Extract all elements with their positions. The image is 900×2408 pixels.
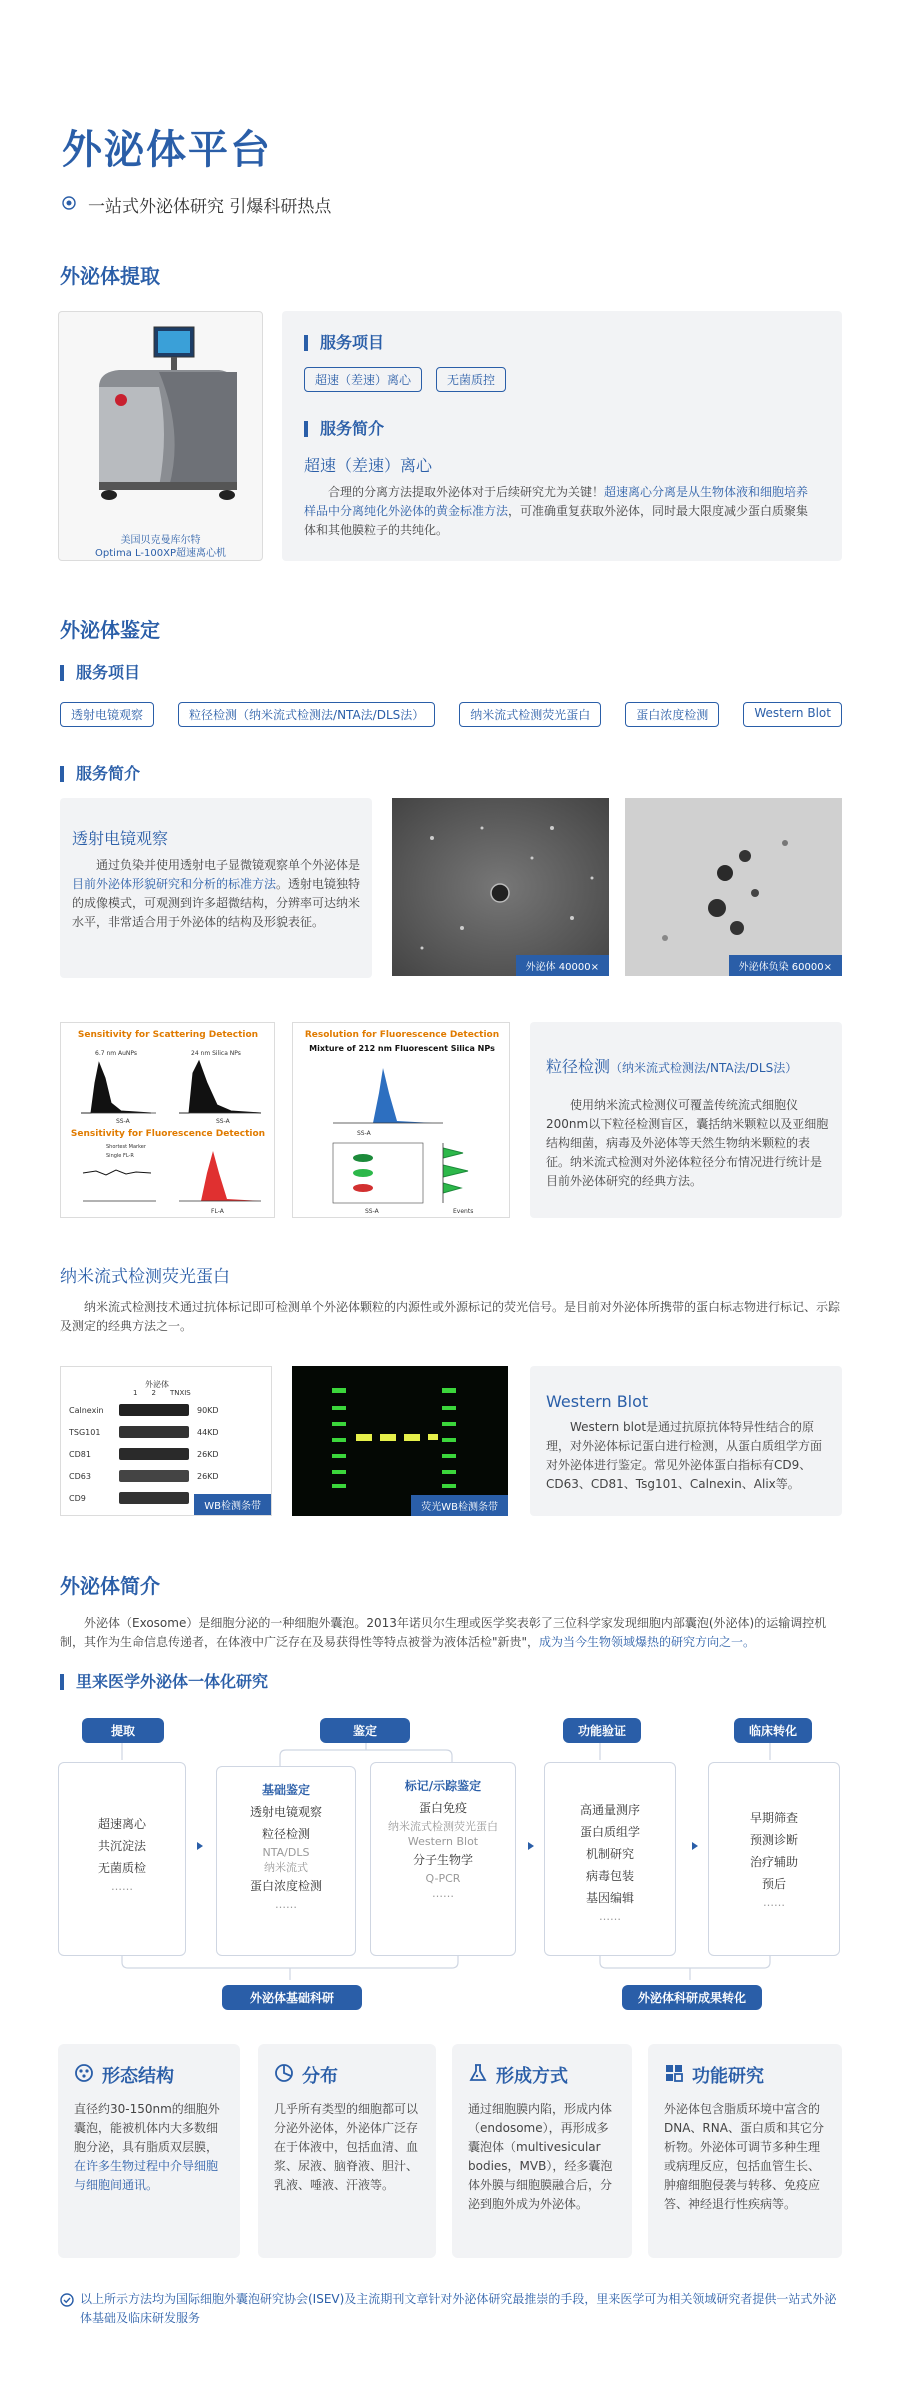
wb-row-cd63: CD63 26KD [69, 1471, 219, 1481]
extraction-desc: 合理的分离方法提取外泌体对于后续研究尤为关键！超速离心分离是从生物体液和细胞培养样品中分离纯化外泌体的黄金标准方法，可准确重复获取外泌体，同时最大限度减少蛋白质聚集体和其他膜粒子的共纯化。 [304, 485, 809, 537]
footer-text: 以上所示方法均为国际细胞外囊泡研究协会(ISEV)及主流期刊文章针对外泌体研究最推崇的手段，里来医学可为相关领域研究者提供一站式外泌体基础及临床研发服务 [80, 2292, 837, 2325]
tem-title: 透射电镜观察 [72, 829, 169, 848]
marker-sub-more: …… [432, 1887, 454, 1900]
basic-research-label: 外泌体基础科研 [222, 1985, 362, 2010]
tag-sterile-qc[interactable]: 无菌质控 [436, 367, 506, 392]
card-morphology-title: 形态结构 [102, 2066, 174, 2087]
extract-item-more: …… [111, 1880, 133, 1893]
tag-particle-size[interactable]: 粒径检测（纳米流式检测法/NTA法/DLS法） [178, 702, 435, 727]
wb-rows [69, 1399, 269, 1509]
card-function-text: 外泌体包含脂质环境中富含的DNA、RNA、蛋白质和其它分析物。外泌体可调节多种生理或病理反应，包括血管生长、肿瘤细胞侵袭与转移、免疫应答、神经退行性疾病等。 [664, 2102, 824, 2211]
card-morphology-text: 直径约30-150nm的细胞外囊泡，能被机体内大多数细胞分泌，具有脂质双层膜，在许多生物过程中介导细胞与细胞间通讯。 [74, 2102, 220, 2192]
tem-panel [60, 798, 372, 978]
identification-title: 外泌体鉴定 [60, 618, 160, 642]
marker-sub-qpcr: Q-PCR [425, 1872, 461, 1885]
tag-ultracentrifuge[interactable]: 超速（差速）离心 [304, 367, 422, 392]
wb-lanes: 1 2 TNXIS [133, 1389, 191, 1397]
function-item-4: 病毒包装 [585, 1869, 634, 1883]
wb-panel [530, 1366, 842, 1516]
wb-row-cd81: CD81 26KD [69, 1449, 219, 1459]
flask-icon [468, 2063, 488, 2088]
function-item-1: 高通量测序 [579, 1803, 640, 1817]
clinical-item-3: 治疗辅助 [749, 1855, 798, 1869]
wb-row-calnexin: Calnexin 90KD [69, 1405, 219, 1415]
wb-desc: Western blot是通过抗原抗体特异性结合的原理，对外泌体标记蛋白进行检测，从蛋白质组学方面对外泌体进行鉴定。常见外泌体蛋白指标有CD9、CD63、CD81、Tsg101、Calnexin、Alix等。 [546, 1420, 823, 1491]
card-formation-title: 形成方式 [496, 2066, 568, 2087]
target-icon [74, 2063, 94, 2088]
marker-item-molbio: 分子生物学 [412, 1853, 473, 1867]
wb-title: Western Blot [546, 1392, 649, 1411]
basic-item-more: …… [275, 1898, 297, 1911]
marker-identify-box [370, 1762, 516, 1956]
extraction-service-title: 服务项目 [304, 335, 384, 351]
centrifuge-caption-1: 美国贝克曼库尔特 [120, 535, 201, 546]
svg-text:24 nm Silica NPs: 24 nm Silica NPs [191, 1050, 241, 1057]
particle-figure-1 [60, 1022, 275, 1218]
stage-clinical: 临床转化 [734, 1718, 812, 1743]
fluorescent-wb-image [292, 1366, 508, 1516]
extract-item-3: 无菌质检 [97, 1861, 146, 1875]
clinical-item-1: 早期筛查 [749, 1811, 798, 1825]
tem-micrograph-1 [392, 798, 609, 976]
function-box [544, 1762, 676, 1956]
tem-image-1-caption: 外泌体 40000× [516, 955, 609, 976]
stage-identify: 鉴定 [320, 1718, 410, 1743]
basic-sub-nta: NTA/DLS [262, 1846, 310, 1859]
centrifuge-caption-2: Optima L-100XP超速离心机 [95, 548, 226, 559]
identification-tags [60, 702, 842, 727]
svg-text:Resolution for Fluorescence De: Resolution for Fluorescence Detection [304, 1030, 500, 1040]
particle-desc: 使用纳米流式检测仪可覆盖传统流式细胞仪200nm以下粒径检测盲区，囊括纳米颗粒以及亚细胞结构细菌，病毒及外泌体等天然生物纳米颗粒的表征。纳米流式检测对外泌体粒径分布情况进行统计是目前外泌体研究的经典方法。 [546, 1098, 829, 1188]
svg-text:FL-A: FL-A [211, 1208, 224, 1215]
basic-item-protein: 蛋白浓度检测 [249, 1879, 322, 1893]
particle-figure-2 [292, 1022, 510, 1218]
tem-micrograph-2 [625, 798, 842, 976]
function-item-2: 蛋白质组学 [579, 1825, 640, 1839]
identification-service-title: 服务项目 [60, 665, 140, 681]
clinical-box [708, 1762, 840, 1956]
fluorescent-blot [292, 1366, 508, 1516]
nanoflow-desc: 纳米流式检测技术通过抗体标记即可检测单个外泌体颗粒的内源性或外源标记的荧光信号。是目前对外泌体所携带的蛋白标志物进行标记、示踪及测定的经典方法之一。 [60, 1300, 841, 1333]
svg-text:Events: Events [453, 1208, 474, 1215]
wb-row-cd9: CD9 [69, 1487, 269, 1509]
basic-item-particle: 粒径检测 [261, 1827, 310, 1841]
clinical-item-4: 预后 [761, 1877, 786, 1891]
extraction-tags [304, 367, 506, 392]
svg-text:6.7 nm AuNPs: 6.7 nm AuNPs [95, 1050, 138, 1057]
card-function [648, 2044, 842, 2258]
pipeline-title: 里来医学外泌体一体化研究 [60, 1674, 268, 1690]
clinical-item-2: 预测诊断 [749, 1833, 798, 1847]
stage-function: 功能验证 [563, 1718, 641, 1743]
marker-item-immuno: 蛋白免疫 [418, 1801, 467, 1815]
extraction-method-title: 超速（差速）离心 [304, 456, 433, 475]
marker-sub-nanoflow: 纳米流式检测荧光蛋白 [388, 1820, 498, 1833]
card-function-title: 功能研究 [692, 2066, 764, 2087]
tag-western-blot[interactable]: Western Blot [743, 702, 842, 727]
fluorescent-wb-caption: 荧光WB检测条带 [411, 1495, 508, 1516]
page-title: 外泌体平台 [62, 127, 272, 173]
intro-title: 外泌体简介 [60, 1574, 160, 1598]
svg-text:Sensitivity for Scattering Det: Sensitivity for Scattering Detection [77, 1030, 259, 1040]
marker-sub-wb: Western Blot [407, 1835, 479, 1848]
pie-icon [274, 2063, 294, 2088]
card-formation [452, 2044, 632, 2258]
identification-intro-title: 服务简介 [60, 766, 140, 782]
particle-title: 粒径检测（纳米流式检测法/NTA法/DLS法） [546, 1057, 798, 1076]
wb-image [60, 1366, 272, 1516]
svg-text:SS-A: SS-A [357, 1130, 371, 1137]
card-formation-text: 通过细胞膜内陷，形成内体（endosome），再形成多囊泡体（multivesicular bodies，MVB），经多囊泡体外膜与细胞膜融合后，分泌到胞外成为外泌体。 [468, 2102, 613, 2211]
tag-tem[interactable]: 透射电镜观察 [60, 702, 154, 727]
function-item-5: 基因编辑 [585, 1891, 634, 1905]
card-distribution-text: 几乎所有类型的细胞都可以分泌外泌体，外泌体广泛存在于体液中，包括血清、血浆、尿液、脑脊液、胆汁、乳液、唾液、汗液等。 [274, 2102, 419, 2192]
svg-text:SS-A: SS-A [365, 1208, 379, 1215]
centrifuge-image [58, 311, 263, 561]
basic-item-tem: 透射电镜观察 [249, 1805, 322, 1819]
centrifuge-illustration [59, 312, 264, 522]
svg-text:SS-A: SS-A [116, 1118, 130, 1125]
basic-identify-title: 基础鉴定 [261, 1783, 310, 1797]
card-distribution [258, 2044, 436, 2258]
basic-identify-box [216, 1766, 356, 1956]
tem-image-2-caption: 外泌体负染 60000× [729, 955, 842, 976]
resolution-chart [293, 1023, 511, 1219]
footer-note [60, 2290, 842, 2328]
intro-desc: 外泌体（Exosome）是细胞分泌的一种细胞外囊泡。2013年诺贝尔生理或医学奖表彰了三位科学家发现细胞内部囊泡(外泌体)的运输调控机制，其作为生命信息传递者，在体液中广泛存在及易获得性等特点被誉为液体活检"新贵"，成为当今生物领域爆热的研究方向之一。 [60, 1616, 827, 1649]
card-distribution-title: 分布 [302, 2066, 338, 2087]
svg-text:Sensitivity for Fluorescence D: Sensitivity for Fluorescence Detection [70, 1129, 266, 1139]
target-icon [62, 195, 76, 214]
extraction-panel [282, 311, 842, 561]
clinical-item-more: …… [763, 1896, 785, 1909]
tag-nanoflow[interactable]: 纳米流式检测荧光蛋白 [459, 702, 601, 727]
marker-identify-title: 标记/示踪鉴定 [404, 1779, 482, 1793]
function-item-more: …… [599, 1910, 621, 1923]
nanoflow-title: 纳米流式检测荧光蛋白 [60, 1267, 230, 1287]
extraction-intro-title: 服务简介 [304, 421, 384, 437]
tem-desc: 通过负染并使用透射电子显微镜观察单个外泌体是目前外泌体形貌研究和分析的标准方法。透射电镜独特的成像模式，可观测到许多超微结构，分辨率可达纳米水平，非常适合用于外泌体的结构及形貌表征。 [72, 858, 361, 929]
wb-row-tsg101: TSG101 44KD [69, 1427, 219, 1437]
page-subtitle: 一站式外泌体研究 引爆科研热点 [88, 197, 332, 217]
particle-panel [530, 1022, 842, 1218]
sensitivity-chart [61, 1023, 276, 1219]
translation-label: 外泌体科研成果转化 [622, 1985, 762, 2010]
wb-header: 外泌体 [145, 1380, 169, 1389]
svg-text:Shortest Marker: Shortest Marker [106, 1144, 146, 1150]
function-item-3: 机制研究 [585, 1847, 634, 1861]
grid-icon [664, 2063, 684, 2088]
subtitle-row [62, 192, 331, 217]
stage-extract: 提取 [82, 1718, 164, 1743]
tag-protein-conc[interactable]: 蛋白浓度检测 [625, 702, 719, 727]
svg-text:Single FL-R: Single FL-R [106, 1153, 134, 1159]
svg-text:SS-A: SS-A [216, 1118, 230, 1125]
basic-sub-nanoflow: 纳米流式 [264, 1861, 308, 1874]
check-circle-icon [60, 2292, 74, 2328]
tem-image-2 [625, 798, 842, 976]
svg-text:Mixture of 212 nm Fluorescent: Mixture of 212 nm Fluorescent Silica NPs [309, 1044, 495, 1053]
extract-box [58, 1762, 186, 1956]
card-morphology [58, 2044, 240, 2258]
extract-item-1: 超速离心 [97, 1817, 146, 1831]
tem-image-1 [392, 798, 609, 976]
extract-item-2: 共沉淀法 [97, 1839, 146, 1853]
wb-image-caption: WB检测条带 [194, 1494, 271, 1515]
extraction-title: 外泌体提取 [60, 264, 160, 288]
